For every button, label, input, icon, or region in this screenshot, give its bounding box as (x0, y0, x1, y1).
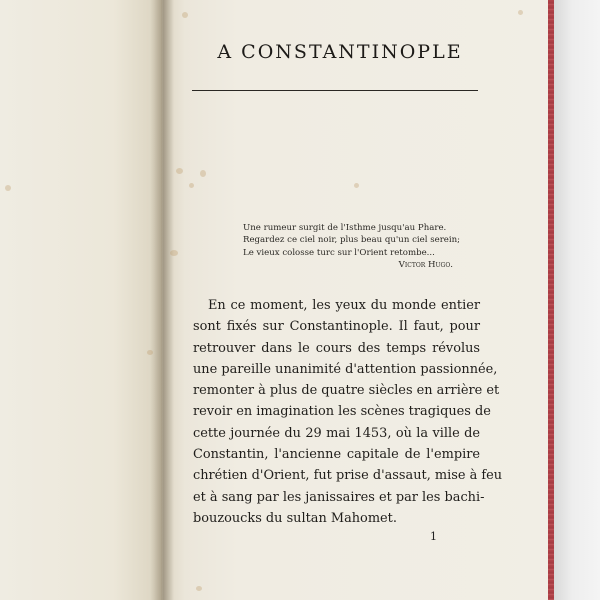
foxing-spot (518, 10, 523, 15)
text-line: remonter à plus de quatre siècles en arrière et (193, 383, 500, 399)
title-rule (192, 90, 478, 91)
foxing-spot (170, 250, 178, 256)
left-page (0, 0, 162, 600)
foxing-spot (354, 183, 359, 188)
text-line: retrouver dans le cours des temps révolus (193, 340, 480, 356)
foxing-spot (5, 185, 11, 191)
text-line: et à sang par les janissaires et par les bachi- (193, 489, 485, 505)
epigraph-line: Le vieux colosse turc sur l'Orient retombe... (243, 247, 435, 258)
epigraph (243, 222, 483, 271)
text-line: sont fixés sur Constantinople. Il faut, pour (193, 319, 480, 335)
page-number: 1 (430, 530, 437, 543)
foxing-spot (182, 12, 188, 18)
text-line: chrétien d'Orient, fut prise d'assaut, mise à feu (193, 468, 503, 484)
text-line: En ce moment, les yeux du monde entier (208, 298, 480, 313)
text-line: revoir en imagination les scènes tragiques de (193, 404, 491, 420)
foxing-spot (200, 170, 206, 177)
epigraph-line: Regardez ce ciel noir, plus beau qu'un ciel serein; (243, 235, 461, 246)
epigraph-line: Une rumeur surgit de l'Isthme jusqu'au Phare. (243, 223, 447, 233)
text-line: Constantin, l'ancienne capitale de l'empire (193, 447, 480, 463)
text-line: bouzoucks du sultan Mahomet. (193, 510, 397, 526)
foxing-spot (196, 586, 202, 591)
foxing-spot (189, 183, 194, 188)
epigraph-author: Victor Hugo. (398, 259, 453, 270)
page-title: A CONSTANTINOPLE (217, 41, 463, 63)
text-line: cette journée du 29 mai 1453, où la ville de (193, 425, 480, 441)
text-line: une pareille unanimité d'attention passionnée, (193, 361, 498, 377)
body-paragraph (193, 295, 503, 529)
book-cover-edge (554, 0, 600, 600)
foxing-spot (147, 350, 153, 355)
foxing-spot (176, 168, 183, 174)
book-gutter (150, 0, 174, 600)
